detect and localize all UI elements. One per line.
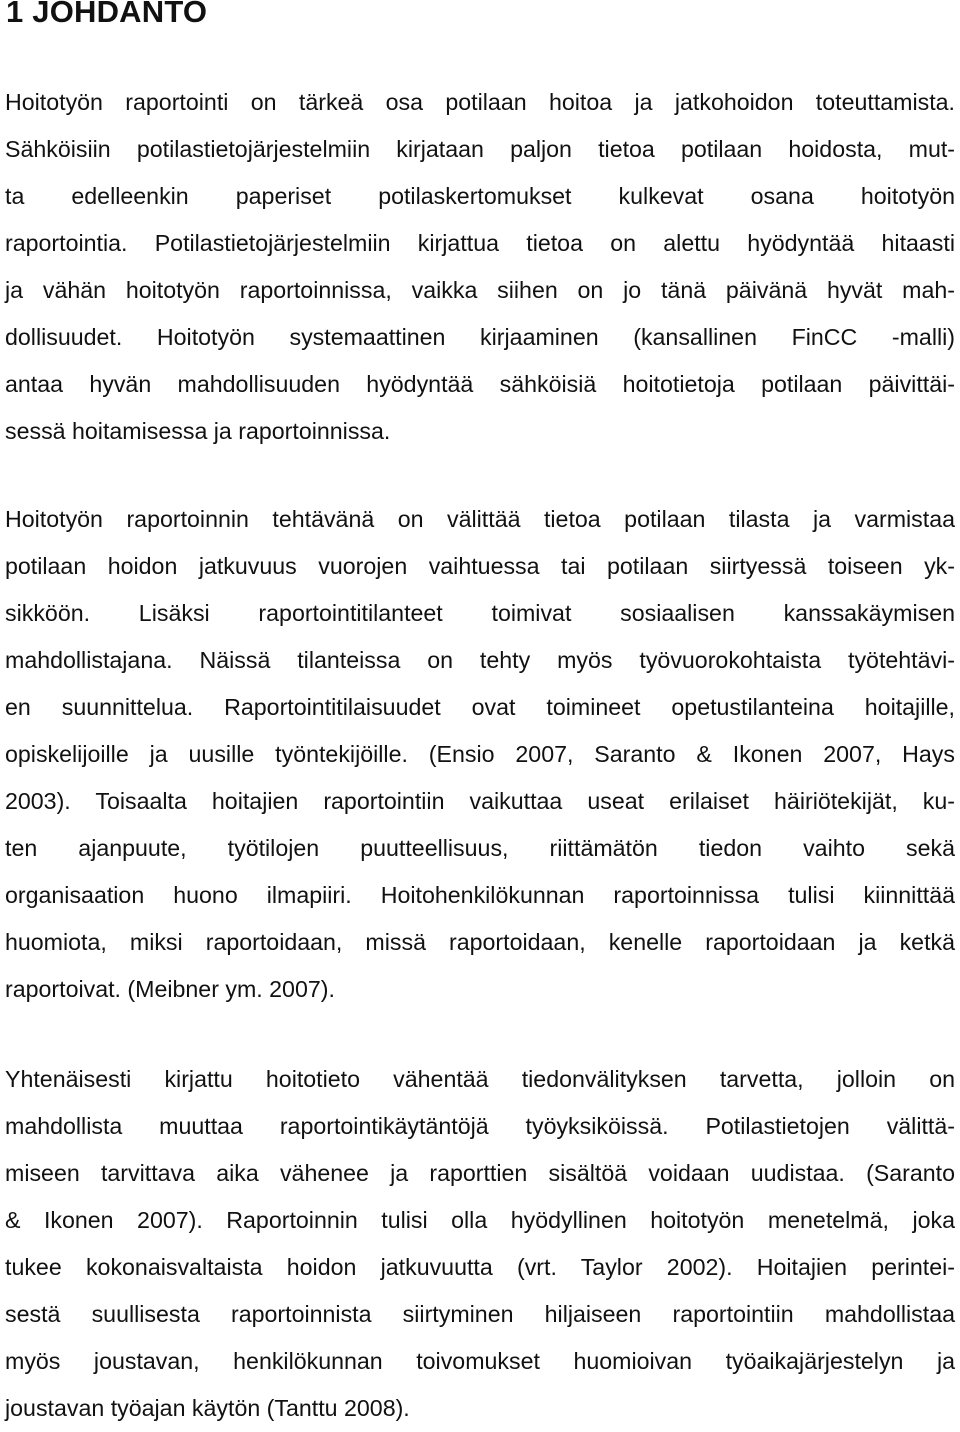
text-line: miseen tarvittava aika vähenee ja raporttien sisältöä voidaan uudistaa. (Saranto (5, 1160, 955, 1186)
text-line: en suunnittelua. Raportointitilaisuudet ovat toimineet opetustilanteina hoitajille, (5, 694, 955, 720)
text-line: ja vähän hoitotyön raportoinnissa, vaikka siihen on jo tänä päivänä hyvät mah- (5, 277, 955, 303)
text-line: mahdollista muuttaa raportointikäytäntöjä työyksiköissä. Potilastietojen välittä- (5, 1113, 955, 1139)
text-line: Hoitotyön raportoinnin tehtävänä on välittää tietoa potilaan tilasta ja varmistaa (5, 506, 955, 532)
paragraph-1 (5, 79, 955, 455)
text-line: Yhtenäisesti kirjattu hoitotieto vähentää tiedonvälityksen tarvetta, jolloin on (5, 1066, 955, 1092)
text-line: raportoivat. (Meibner ym. 2007). (5, 976, 335, 1002)
text-line: myös joustavan, henkilökunnan toivomukset huomioivan työaikajärjestelyn ja (5, 1348, 955, 1374)
text-line: opiskelijoille ja uusille työntekijöille. (Ensio 2007, Saranto & Ikonen 2007, Hays (5, 741, 955, 767)
text-line: dollisuudet. Hoitotyön systemaattinen kirjaaminen (kansallinen FinCC -malli) (5, 324, 955, 350)
text-line: Hoitotyön raportointi on tärkeä osa potilaan hoitoa ja jatkohoidon toteuttamista. (5, 89, 955, 115)
paragraph-2 (5, 496, 955, 1013)
text-line: Sähköisiin potilastietojärjestelmiin kirjataan paljon tietoa potilaan hoidosta, mut- (5, 136, 955, 162)
text-line: huomiota, miksi raportoidaan, missä raportoidaan, kenelle raportoidaan ja ketkä (5, 929, 955, 955)
text-line: & Ikonen 2007). Raportoinnin tulisi olla hyödyllinen hoitotyön menetelmä, joka (5, 1207, 955, 1233)
text-line: ta edelleenkin paperiset potilaskertomukset kulkevat osana hoitotyön (5, 183, 955, 209)
paragraph-3 (5, 1056, 955, 1432)
text-line: sikköön. Lisäksi raportointitilanteet toimivat sosiaalisen kanssakäymisen (5, 600, 955, 626)
text-line: sestä suullisesta raportoinnista siirtyminen hiljaiseen raportointiin mahdollistaa (5, 1301, 955, 1327)
text-line: ten ajanpuute, työtilojen puutteellisuus, riittämätön tiedon vaihto sekä (5, 835, 955, 861)
text-line: potilaan hoidon jatkuvuus vuorojen vaihtuessa tai potilaan siirtyessä toiseen yk- (5, 553, 955, 579)
text-line: joustavan työajan käytön (Tanttu 2008). (5, 1395, 410, 1421)
text-line: tukee kokonaisvaltaista hoidon jatkuvuutta (vrt. Taylor 2002). Hoitajien perintei- (5, 1254, 955, 1280)
text-line: antaa hyvän mahdollisuuden hyödyntää sähköisiä hoitotietoja potilaan päivittäi- (5, 371, 955, 397)
text-line: organisaation huono ilmapiiri. Hoitohenkilökunnan raportoinnissa tulisi kiinnittää (5, 882, 955, 908)
text-line: 2003). Toisaalta hoitajien raportointiin vaikuttaa useat erilaiset häiriötekijät, ku- (5, 788, 955, 814)
text-line: sessä hoitamisessa ja raportoinnissa. (5, 418, 391, 444)
text-line: raportointia. Potilastietojärjestelmiin kirjattua tietoa on alettu hyödyntää hitaasti (5, 230, 955, 256)
section-heading: 1 JOHDANTO (6, 0, 208, 29)
text-line: mahdollistajana. Näissä tilanteissa on tehty myös työvuorokohtaista työtehtävi- (5, 647, 955, 673)
